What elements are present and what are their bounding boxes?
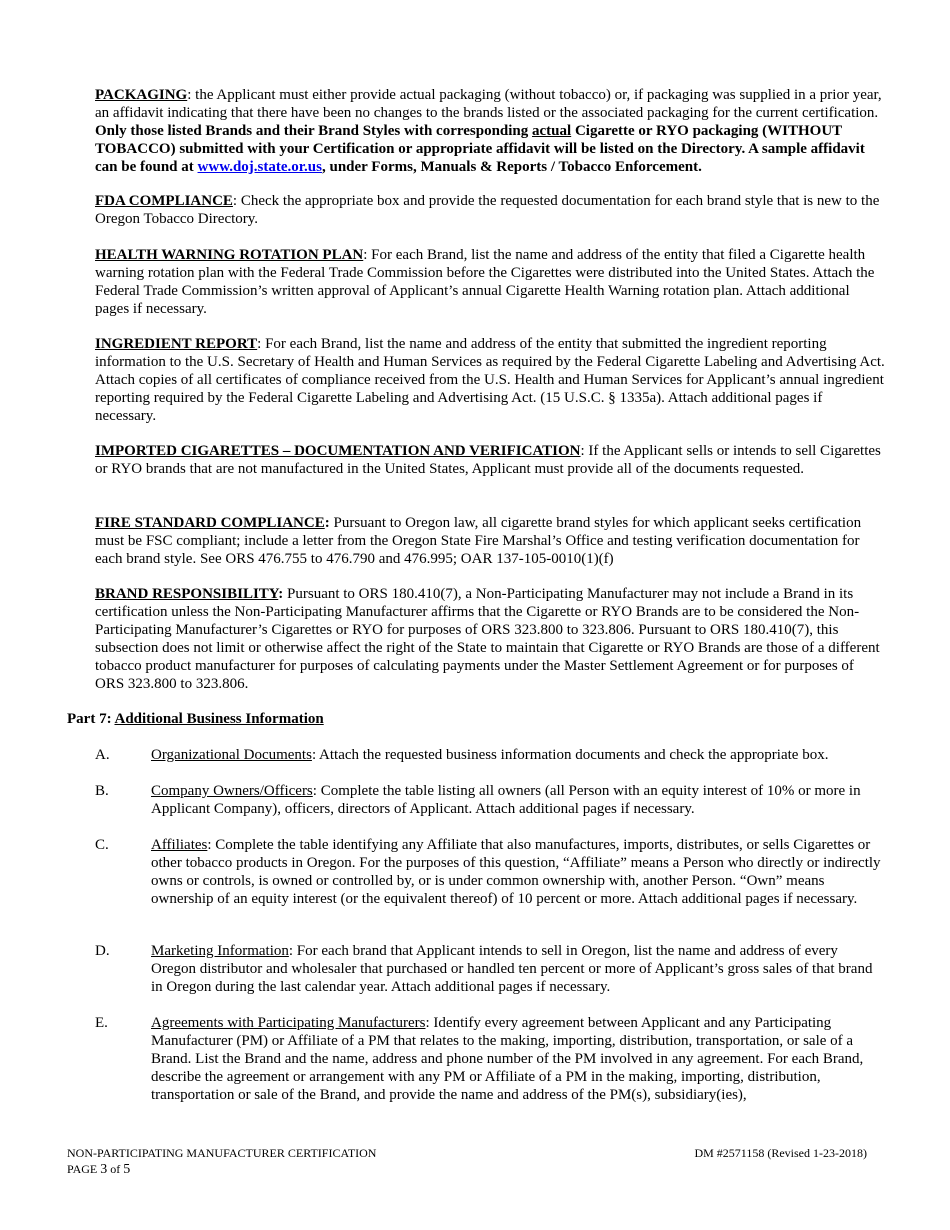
item-letter: B. xyxy=(95,783,109,799)
page-prefix: PAGE xyxy=(67,1162,101,1176)
page-current: 3 xyxy=(100,1162,108,1177)
fire-standard-heading: FIRE STANDARD COMPLIANCE xyxy=(95,515,325,531)
ingredient-report-heading: INGREDIENT REPORT xyxy=(95,336,258,352)
item-heading: Agreements with Participating Manufacturers xyxy=(151,1015,426,1031)
item-body xyxy=(151,1014,885,1104)
brand-responsibility-section xyxy=(95,585,885,693)
item-body xyxy=(151,836,885,908)
item-heading: Company Owners/Officers xyxy=(151,783,313,799)
part-7-title: Additional Business Information xyxy=(114,711,324,727)
health-warning-text: : For each Brand, list the name and address of the entity that filed a Cigarette health warning rotation plan with the Federal Trade Commission before the Cigarettes were distributed into the United States. Attach the Federal Trade Commission’s written approval of Applicant’s annual Cigarette Health Warning rotation plan. Attach additional pages if necessary. xyxy=(95,247,875,317)
fire-standard-colon: : xyxy=(324,515,330,531)
footer-doc-number: DM #2571158 (Revised 1-23-2018) xyxy=(694,1146,867,1160)
packaging-text: : the Applicant must either provide actual packaging (without tobacco) or, if packaging was supplied in a prior year, an affidavit indicating that there have been no changes to the brands listed or the associated packaging for the current certification. xyxy=(95,87,882,121)
item-letter: C. xyxy=(95,837,109,853)
packaging-bold-text-1: Only those listed Brands and their Brand Styles with corresponding xyxy=(95,123,533,139)
packaging-bold-text-3: , under Forms, Manuals & Reports / Tobacco Enforcement. xyxy=(321,159,702,175)
item-letter: A. xyxy=(95,747,110,763)
footer-form-title: NON-PARTICIPATING MANUFACTURER CERTIFICATION xyxy=(67,1146,377,1160)
item-heading: Marketing Information xyxy=(151,943,289,959)
packaging-section xyxy=(95,86,885,176)
fda-compliance-section xyxy=(95,192,885,228)
item-letter: D. xyxy=(95,943,110,959)
item-text: : Attach the requested business information documents and check the appropriate box. xyxy=(311,747,829,763)
item-text: : Complete the table identifying any Affiliate that also manufactures, imports, distributes, or sells Cigarettes or other tobacco products in Oregon. For the purposes of this question, “Affiliate” means a Person who directly or indirectly owns or controls, is owned or controlled by, or is under common ownership with, another Person. “Own” means ownership of an equity interest (or the equivalent thereof) of 10 percent or more. Attach additional pages if necessary. xyxy=(151,837,881,907)
fda-compliance-text: : Check the appropriate box and provide the requested documentation for each brand style that is new to the Oregon Tobacco Directory. xyxy=(95,193,880,227)
fire-standard-section xyxy=(95,514,885,568)
ingredient-report-text: : For each Brand, list the name and address of the entity that submitted the ingredient reporting information to the U.S. Secretary of Health and Human Services as required by the Federal Cigarette Labeling and Advertising Act. Attach copies of all certificates of compliance received from the U.S. Health and Human Services for Applicant’s annual ingredient reporting required by the Federal Cigarette Labeling and Advertising Act. (15 U.S.C. § 1335a). Attach additional pages if necessary. xyxy=(95,336,885,424)
page-of: of xyxy=(107,1162,124,1176)
item-text: : Complete the table listing all owners (all Person with an equity interest of 10% or more in Applicant Company), officers, directors of Applicant. Attach additional pages if necessary. xyxy=(151,783,861,817)
item-text: : For each brand that Applicant intends to sell in Oregon, list the name and address of every Oregon distributor and wholesaler that purchased or handled ten percent or more of Applicant’s gross sales of that brand in Oregon during the last calendar year. Attach additional pages if necessary. xyxy=(151,943,873,995)
item-text: : Identify every agreement between Applicant and any Participating Manufacturer (PM) or Affiliate of a PM that relates to the making, importing, distribution, transportation, or sale of a Brand. List the Brand and the name, address and phone number of the PM involved in any agreement. For each Brand, describe the agreement or arrangement with any PM or Affiliate of a PM in the making, importing, distribution, transportation or sale of the Brand, and provide the name and address of the PM(s), subsidiary(ies), xyxy=(151,1015,864,1103)
item-heading: Affiliates xyxy=(151,837,208,853)
imported-cigarettes-text: : If the Applicant sells or intends to sell Cigarettes or RYO brands that are not manufactured in the United States, Applicant must provide all of the documents requested. xyxy=(95,443,881,477)
doj-website-link[interactable]: www.doj.state.or.us xyxy=(197,159,322,175)
item-heading: Organizational Documents xyxy=(151,747,312,763)
brand-responsibility-text: Pursuant to ORS 180.410(7), a Non-Participating Manufacturer may not include a Brand in its certification unless the Non-Participating Manufacturer affirms that the Cigarette or RYO Brands are to be considered the Non-Participating Manufacturer’s Cigarettes or RYO for purposes of ORS 323.800 to 323.806. Pursuant to ORS 180.410(7), this subsection does not limit or otherwise affect the right of the State to maintain that Cigarette or RYO Brands are those of a different tobacco product manufacturer for purposes of calculating payments under the Master Settlement Agreement or for purposes of ORS 323.800 to 323.806. xyxy=(95,586,880,692)
health-warning-section xyxy=(95,246,885,318)
page-footer xyxy=(67,1145,867,1178)
packaging-heading: PACKAGING xyxy=(95,87,188,103)
item-body xyxy=(151,782,885,818)
brand-responsibility-heading: BRAND RESPONSIBILITY xyxy=(95,586,279,602)
fda-compliance-heading: FDA COMPLIANCE xyxy=(95,193,233,209)
item-body xyxy=(151,746,885,764)
part-7-label: Part 7: xyxy=(67,711,115,727)
item-body xyxy=(151,942,885,996)
imported-cigarettes-section xyxy=(95,442,885,478)
item-letter: E. xyxy=(95,1015,108,1031)
packaging-bold-text-2: Cigarette or RYO packaging (WITHOUT TOBACCO) submitted with your Certification or appropriate affidavit will be listed on the Directory. A sample affidavit can be found at xyxy=(95,123,865,175)
imported-cigarettes-heading: IMPORTED CIGARETTES – DOCUMENTATION AND VERIFICATION xyxy=(95,443,581,459)
footer-page-indicator xyxy=(67,1161,867,1178)
health-warning-heading: HEALTH WARNING ROTATION PLAN xyxy=(95,247,364,263)
fire-standard-text: Pursuant to Oregon law, all cigarette brand styles for which applicant seeks certification must be FSC compliant; include a letter from the Oregon State Fire Marshal’s Office and testing verification documentation for each brand style. See ORS 476.755 to 476.790 and 476.995; OAR 137-105-0010(1)(f) xyxy=(95,515,862,567)
page-total: 5 xyxy=(123,1162,131,1177)
part-7-heading xyxy=(67,710,324,728)
packaging-actual-word: actual xyxy=(532,123,572,139)
brand-responsibility-colon: : xyxy=(278,586,284,602)
ingredient-report-section xyxy=(95,335,885,425)
